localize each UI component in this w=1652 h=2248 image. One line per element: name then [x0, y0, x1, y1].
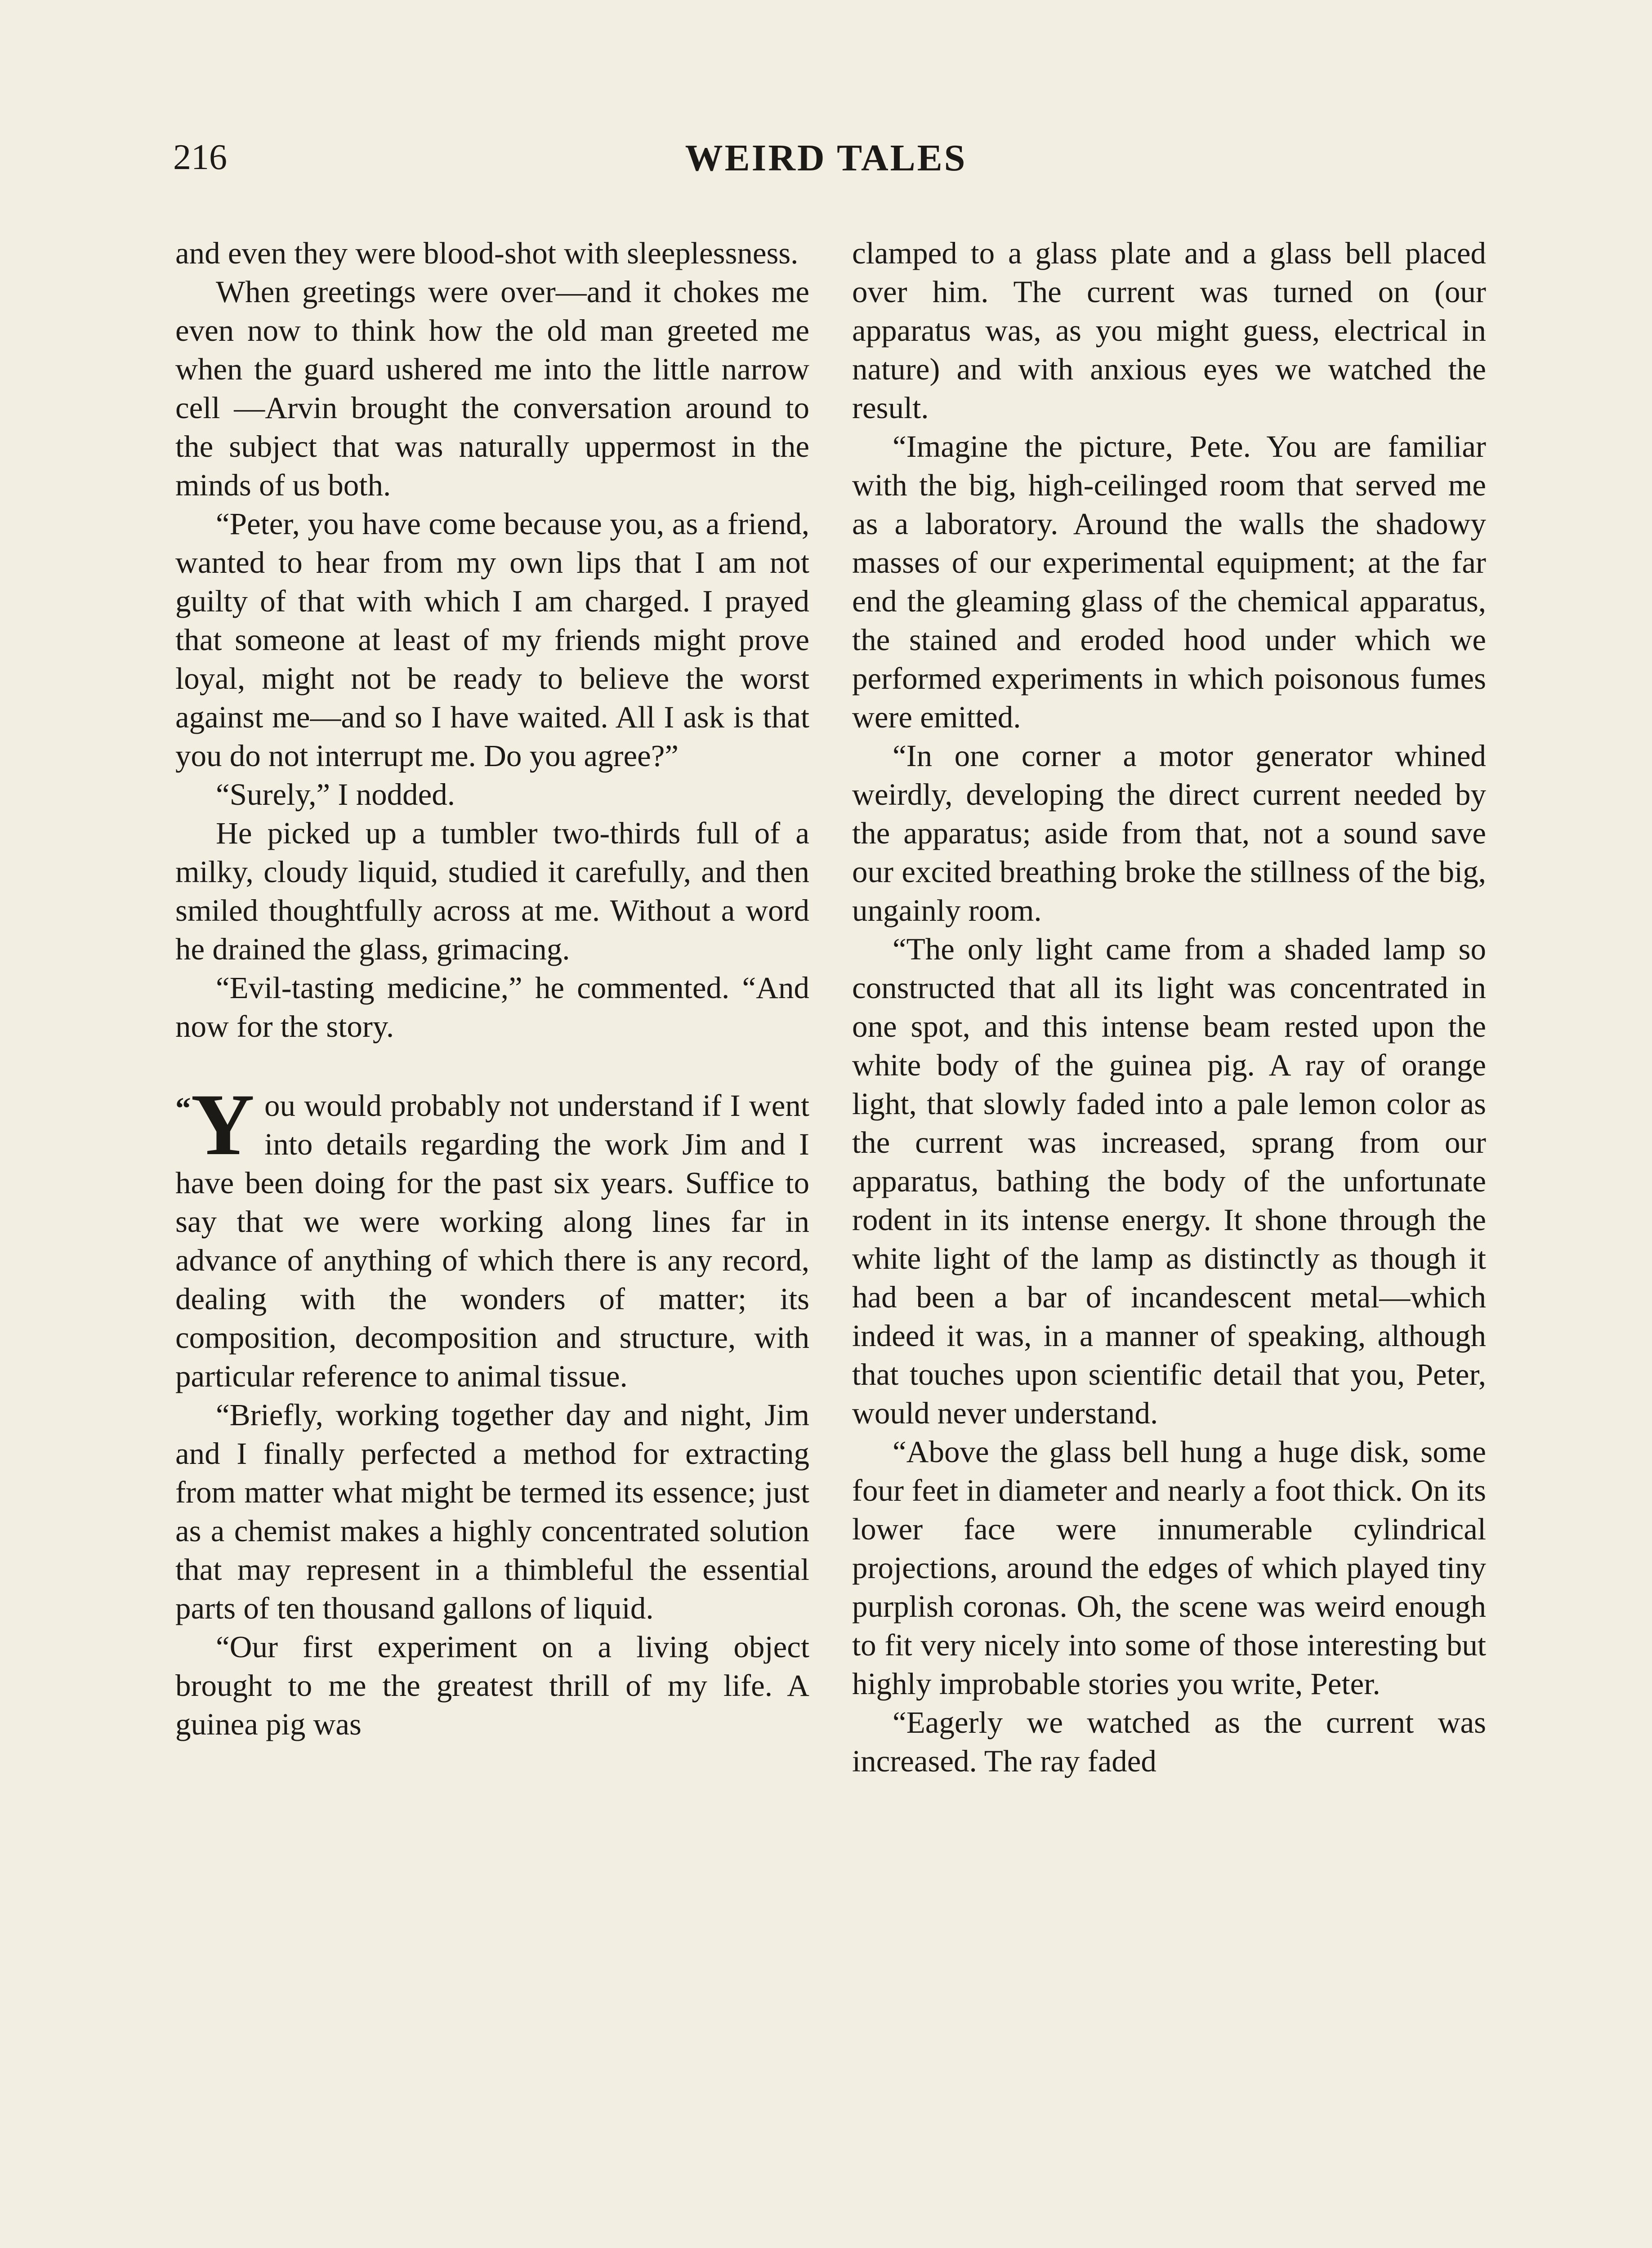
left-column: [175, 234, 809, 1744]
paragraph: “Evil-tasting medicine,” he commented. “And now for the story.: [175, 971, 809, 1044]
paragraph: “In one corner a motor generator whined weirdly, developing the direct current needed by the apparatus; aside from that, not a sound save our excited breathing broke the stillness of the big, ungainly room.: [852, 739, 1486, 928]
paragraph: When greetings were over—and it chokes me even now to think how the old man greeted me when the guard ushered me into the little narrow cell —Arvin brought the conversation around to the subject that was naturally uppermost in the minds of us both.: [175, 275, 809, 502]
paragraph: “Above the glass bell hung a huge disk, some four feet in diameter and nearly a foot thick. On its lower face were innumerable cylindrical projections, around the edges of which played tiny purplish coronas. Oh, the scene was weird enough to fit very nicely into some of those interesting but highly improbable stories you write, Peter.: [852, 1435, 1486, 1701]
right-column: [852, 234, 1486, 1780]
paragraph: “Our first experiment on a living object brought to me the greatest thrill of my life. A guinea pig was: [175, 1630, 809, 1741]
paragraph: “Eagerly we watched as the current was increased. The ray faded: [852, 1705, 1486, 1778]
paragraph-text: ou would probably not understand if I went into details regarding the work Jim and I have been doing for the past six years. Suffice to say that we were working along lines far in advance of anything of which there is any record, dealing with the wonders of matter; its composition, decomposition and structure, with particular reference to animal tissue.: [175, 1088, 809, 1393]
paragraph: “Briefly, working together day and night, Jim and I finally perfected a method for extracting from matter what might be termed its essence; just as a chemist makes a highly concentrated solution that may represent in a thimbleful the essential parts of ten thousand gallons of liquid.: [175, 1398, 809, 1625]
running-title: WEIRD TALES: [685, 137, 967, 179]
paragraph: “Peter, you have come because you, as a friend, wanted to hear from my own lips that I am not guilty of that with which I am charged. I prayed that someone at least of my friends might prove loyal, might not be ready to believe the worst against me—and so I have waited. All I ask is that you do not interrupt me. Do you agree?”: [175, 507, 809, 773]
paragraph: “The only light came from a shaded lamp so constructed that all its light was concentrated in one spot, and this intense beam rested upon the white body of the guinea pig. A ray of orange light, that slowly faded into a pale lemon color as the current was increased, sprang from our apparatus, bathing the body of the unfortunate rodent in its intense energy. It shone through the white light of the lamp as distinctly as though it had been a bar of incandescent metal—which indeed it was, in a manner of speaking, although that touches upon scientific detail that you, Peter, would never understand.: [852, 932, 1486, 1430]
paragraph: “Imagine the picture, Pete. You are familiar with the big, high-ceilinged room that served me as a laboratory. Around the walls the shadowy masses of our experimental equipment; at the far end the gleaming glass of the chemical apparatus, the stained and eroded hood under which we performed experiments in which poisonous fumes were emitted.: [852, 429, 1486, 734]
paragraph: clamped to a glass plate and a glass bell placed over him. The current was turned on (our apparatus was, as you might guess, electrical in nature) and with anxious eyes we watched the result.: [852, 236, 1486, 425]
drop-cap: “Y: [175, 1076, 255, 1173]
paragraph: “Surely,” I nodded.: [216, 777, 455, 812]
paragraph: He picked up a tumbler two-thirds full of a milky, cloudy liquid, studied it carefully, and then smiled thoughtfully across at me. Without a word he drained the glass, grimacing.: [175, 816, 809, 966]
page-number: 216: [173, 138, 227, 177]
section-opening-paragraph: [175, 1076, 809, 1396]
paragraph: and even they were blood-shot with sleeplessness.: [175, 236, 799, 270]
